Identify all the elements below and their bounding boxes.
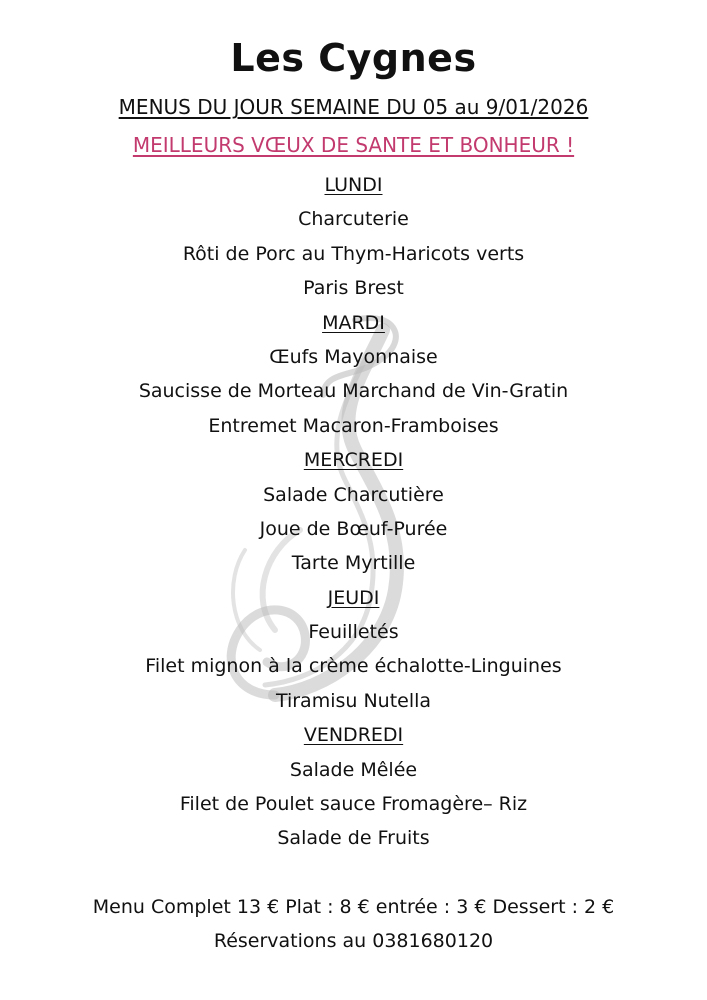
day-heading-mercredi: MERCREDI	[303, 449, 404, 472]
week-heading	[0, 92, 707, 122]
weekly-menu	[0, 168, 707, 856]
new-year-wishes-text: MEILLEURS VŒUX DE SANTE ET BONHEUR !	[132, 133, 575, 157]
dish-main: Rôti de Porc au Thym-Haricots verts	[182, 242, 525, 265]
dish-main: Filet mignon à la crème échalotte-Linguines	[145, 655, 562, 678]
dish-main: Joue de Bœuf-Purée	[259, 517, 448, 540]
dish-dessert: Tarte Myrtille	[291, 552, 416, 575]
dish-starter: Œufs Mayonnaise	[269, 345, 438, 368]
dish-dessert: Entremet Macaron-Framboises	[208, 414, 499, 437]
dish-main: Filet de Poulet sauce Fromagère– Riz	[179, 793, 528, 816]
day-heading-lundi: LUNDI	[324, 174, 383, 196]
dish-dessert: Paris Brest	[303, 277, 404, 300]
dish-starter: Charcuterie	[298, 208, 409, 231]
dish-dessert: Tiramisu Nutella	[275, 689, 432, 712]
price-list: Menu Complet 13 € Plat : 8 € entrée : 3 € Dessert : 2 €	[92, 896, 615, 918]
day-heading-mardi: MARDI	[322, 311, 385, 334]
dish-starter: Salade Charcutière	[263, 483, 444, 506]
dish-starter: Salade Mêlée	[289, 758, 418, 781]
dish-main: Saucisse de Morteau Marchand de Vin-Gratin	[138, 380, 569, 403]
new-year-wishes	[0, 130, 707, 160]
page-title: Les Cygnes	[230, 36, 477, 80]
reservation-phone: Réservations au 0381680120	[213, 930, 494, 952]
week-heading-text: MENUS DU JOUR SEMAINE DU 05 au 9/01/2026	[118, 95, 589, 119]
dish-dessert: Salade de Fruits	[277, 827, 430, 850]
day-heading-vendredi: VENDREDI	[303, 724, 404, 747]
dish-starter: Feuilletés	[308, 621, 399, 644]
day-heading-jeudi: JEUDI	[327, 586, 380, 609]
